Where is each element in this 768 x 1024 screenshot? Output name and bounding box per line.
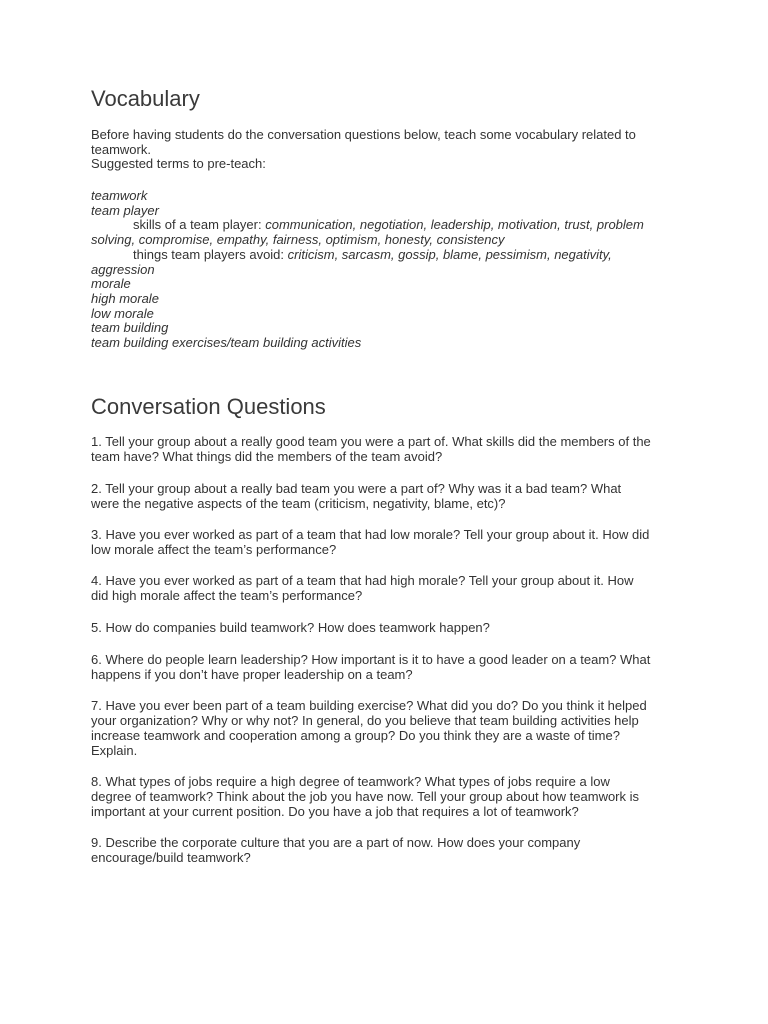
question-line: 7. Have you ever been part of a team building exercise? What did you do? Do you think it helped: [91, 698, 647, 713]
skills-line: [91, 218, 683, 233]
term-morale: morale: [91, 276, 131, 292]
question-line: did high morale affect the team’s performance?: [91, 587, 363, 603]
question-item: [91, 435, 683, 465]
skills-list: communication, negotiation, leadership, motivation, trust, problem: [265, 217, 644, 233]
skills-list-continued: solving, compromise, empathy, fairness, optimism, honesty, consistency: [91, 232, 505, 248]
conversation-questions-heading: Conversation Questions: [91, 394, 326, 419]
question-line: encourage/build teamwork?: [91, 849, 251, 865]
vocabulary-terms-list: [91, 189, 683, 351]
question-item: [91, 653, 683, 683]
question-line: 9. Describe the corporate culture that you are a part of now. How does your company: [91, 835, 581, 850]
question-line: 3. Have you ever worked as part of a team that had low morale? Tell your group about it. How did: [91, 527, 650, 542]
question-line: team have? What things did the members of the team avoid?: [91, 448, 443, 464]
term-teamwork: teamwork: [91, 188, 148, 203]
question-item: [91, 699, 683, 759]
avoid-list-continued: aggression: [91, 261, 155, 277]
intro-line: teamwork.: [91, 141, 151, 157]
avoid-label: things team players avoid:: [133, 246, 288, 262]
term-team-building-exercises: team building exercises/team building activities: [91, 335, 362, 351]
question-line: were the negative aspects of the team (criticism, negativity, blame, etc)?: [91, 495, 506, 511]
question-item: [91, 528, 683, 558]
intro-line: Before having students do the conversation questions below, teach some vocabulary related to: [91, 127, 636, 142]
question-item: [91, 621, 683, 636]
vocabulary-heading: Vocabulary: [91, 86, 200, 111]
question-item: [91, 836, 683, 866]
question-line: 4. Have you ever worked as part of a team that had high morale? Tell your group about it. How: [91, 573, 634, 588]
question-line: happens if you don’t have proper leadership on a team?: [91, 666, 413, 682]
question-line: important at your current position. Do you have a job that requires a lot of teamwork?: [91, 803, 579, 819]
question-item: [91, 775, 683, 820]
term-team-player: team player: [91, 202, 159, 218]
question-item: [91, 482, 683, 512]
question-line: 8. What types of jobs require a high degree of teamwork? What types of jobs require a low: [91, 774, 610, 789]
term-high-morale: high morale: [91, 290, 159, 306]
question-line: 2. Tell your group about a really bad team you were a part of? Why was it a bad team? What: [91, 481, 622, 496]
question-line: degree of teamwork? Think about the job you have now. Tell your group about how teamwork is: [91, 788, 640, 804]
question-line: increase teamwork and cooperation among a group? Do you think they are a waste of time?: [91, 727, 620, 743]
question-line: 6. Where do people learn leadership? How important is it to have a good leader on a team? What: [91, 652, 651, 667]
question-line: 1. Tell your group about a really good team you were a part of. What skills did the members of the: [91, 434, 651, 449]
term-low-morale: low morale: [91, 305, 154, 321]
vocabulary-intro: [91, 128, 683, 172]
suggested-terms-label: Suggested terms to pre-teach:: [91, 156, 266, 172]
question-line: 5. How do companies build teamwork? How does teamwork happen?: [91, 620, 490, 635]
term-team-building: team building: [91, 320, 169, 336]
avoid-list: criticism, sarcasm, gossip, blame, pessimism, negativity,: [287, 246, 612, 262]
skills-label: skills of a team player:: [133, 217, 266, 233]
question-line: your organization? Why or why not? In general, do you believe that team building activities help: [91, 712, 639, 728]
avoid-line: [91, 248, 683, 263]
question-item: [91, 574, 683, 604]
question-line: low morale affect the team’s performance?: [91, 541, 337, 557]
question-line: Explain.: [91, 742, 138, 758]
